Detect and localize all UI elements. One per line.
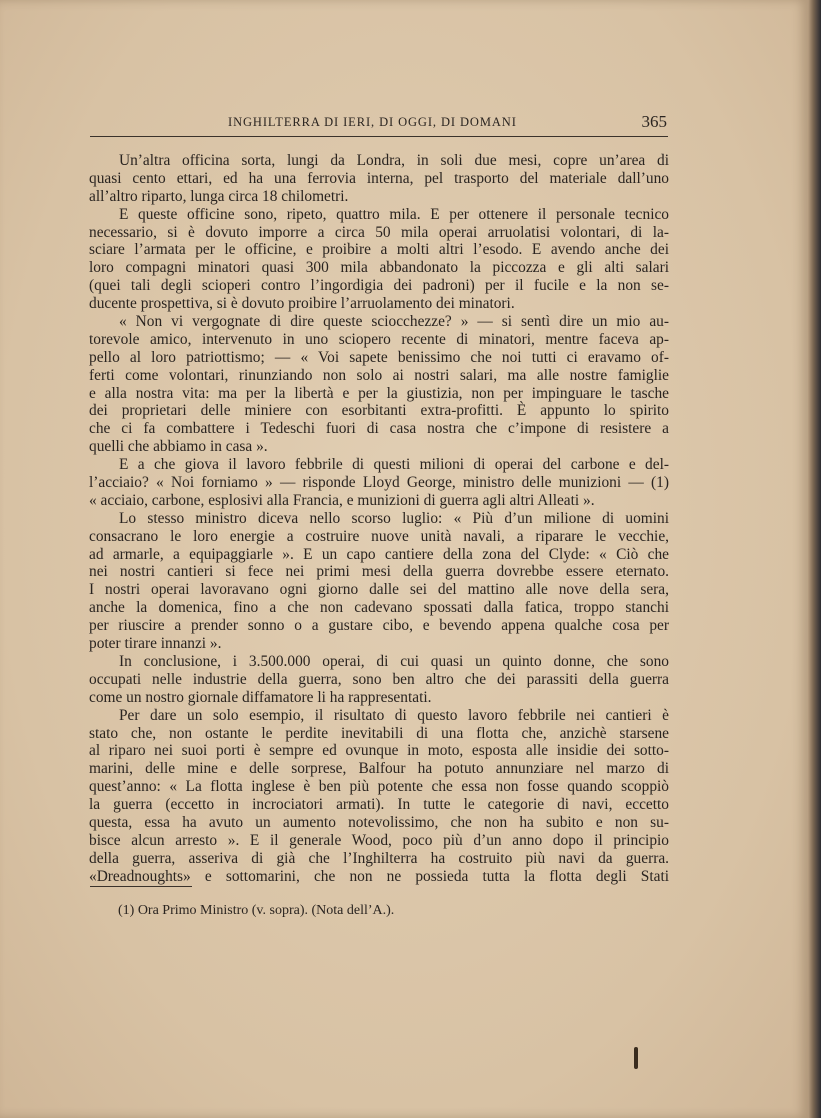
- text-line: quest’anno: « La flotta inglese è ben più potente che essa non fosse quando scoppiò: [89, 778, 669, 796]
- text-line: quasi cento ettari, ed ha una ferrovia interna, pel trasporto del materiale dall’uno: [89, 169, 669, 187]
- text-line: «Dreadnoughts» e sottomarini, che non ne possieda tutta la flotta degli Stati: [89, 867, 669, 885]
- text-line: per riuscire a prender sonno o a gustare cibo, e bevendo appena qualche cosa per: [89, 617, 669, 635]
- text-line: (quei tali degli scioperi contro l’ingordigia dei padroni) per il fucile e la non se-: [89, 277, 669, 295]
- text-line: « acciaio, carbone, esplosivi alla Francia, e munizioni di guerra agli altri Alleati ».: [89, 491, 595, 509]
- text-line: torevole amico, intervenuto in uno sciopero recente di minatori, mentre faceva ap-: [89, 330, 669, 348]
- text-line: ferti come volontari, rinunziando non solo ai nostri salari, ma alle nostre famiglie: [89, 366, 669, 384]
- text-line: al riparo nei suoi porti è sempre ed ovunque in moto, esposta alle insidie dei sotto-: [89, 742, 669, 760]
- footnote-rule: [90, 886, 192, 887]
- text-line: nei nostri cantieri si fece nei primi mesi della guerra dovrebbe essere eternato.: [89, 563, 669, 581]
- text-line: consacrano le loro energie a costruire nuove unità navali, a riparare le vecchie,: [89, 527, 669, 545]
- page-edge: [808, 0, 821, 1118]
- text-line: quelli che abbiamo in casa ».: [89, 438, 268, 456]
- page-number: 365: [641, 112, 667, 131]
- body-text: [89, 152, 669, 886]
- text-line: l’acciaio? « Noi forniamo » — risponde Lloyd George, ministro delle munizioni — (1): [89, 474, 669, 492]
- text-line: stato che, non ostante le perdite inevitabili di una flotta che, anzichè starsene: [89, 724, 669, 742]
- text-line: « Non vi vergognate di dire queste sciocchezze? » — si sentì dire un mio au-: [119, 313, 669, 331]
- text-line: loro compagni minatori quasi 300 mila abbandonato la piccozza e gli alti salari: [89, 259, 669, 277]
- text-line: e alla nostra vita: ma per la libertà e per la giustizia, non per impinguare le tasche: [89, 384, 669, 402]
- running-title: INGHILTERRA DI IERI, DI OGGI, DI DOMANI: [228, 115, 517, 129]
- text-line: In conclusione, i 3.500.000 operai, di cui quasi un quinto donne, che sono: [119, 652, 669, 670]
- text-line: dei proprietari delle miniere con esorbitanti extra-profitti. È appunto lo spirito: [89, 402, 669, 420]
- text-line: ad armarle, a equipaggiarle ». E un capo cantiere della zona del Clyde: « Ciò che: [89, 545, 669, 563]
- text-line: occupati nelle industrie della guerra, sono ben altro che dei parassiti della guerra: [89, 670, 669, 688]
- text-line: I nostri operai lavoravano ogni giorno dalle sei del mattino alle nove della sera,: [89, 581, 669, 599]
- text-line: come un nostro giornale diffamatore li ha rappresentati.: [89, 688, 432, 706]
- text-line: marini, delle mine e delle sorprese, Balfour ha potuto annunziare nel marzo di: [89, 760, 669, 778]
- page-header: [90, 112, 667, 136]
- text-line: Lo stesso ministro diceva nello scorso luglio: « Più d’un milione di uomini: [119, 509, 669, 527]
- footnote: (1) Ora Primo Ministro (v. sopra). (Nota dell’A.).: [118, 903, 395, 918]
- header-rule: [90, 136, 668, 137]
- text-line: E queste officine sono, ripeto, quattro mila. E per ottenere il personale tecnico: [119, 205, 669, 223]
- text-line: la guerra (eccetto in incrociatori armati). In tutte le categorie di navi, eccetto: [89, 796, 669, 814]
- text-line: Per dare un solo esempio, il risultato di questo lavoro febbrile nei cantieri è: [119, 706, 669, 724]
- text-line: all’altro riparto, lunga circa 18 chilometri.: [89, 187, 349, 205]
- text-line: poter tirare innanzi ».: [89, 635, 222, 653]
- text-line: Un’altra officina sorta, lungi da Londra, in soli due mesi, copre un’area di: [119, 152, 669, 169]
- text-line: sciare l’armata per le officine, e proibire a molti altri l’esodo. E avendo anche dei: [89, 241, 669, 259]
- text-line: necessario, si è dovuto imporre a circa 50 mila operai arruolatisi volontari, di la-: [89, 223, 669, 241]
- text-line: ducente prospettiva, si è dovuto proibire l’arruolamento dei minatori.: [89, 295, 515, 313]
- ink-mark: [634, 1047, 638, 1069]
- text-line: anche la domenica, fino a che non cadevano spossati dalla fatica, troppo stanchi: [89, 599, 669, 617]
- text-line: che ci fa combattere i Tedeschi fuori di casa nostra che c’impone di resistere a: [89, 420, 669, 438]
- text-line: bisce alcun arresto ». E il generale Wood, poco più d’un anno dopo il principio: [89, 831, 669, 849]
- text-line: pello al loro patriottismo; — « Voi sapete benissimo che noi tutti ci eravamo of-: [89, 348, 669, 366]
- text-line: questa, essa ha avuto un aumento notevolissimo, che non ha subito e non su-: [89, 813, 669, 831]
- text-line: E a che giova il lavoro febbrile di questi milioni di operai del carbone e del-: [119, 456, 669, 474]
- text-line: della guerra, asseriva di già che l’Inghilterra ha costruito più navi da guerra.: [89, 849, 669, 867]
